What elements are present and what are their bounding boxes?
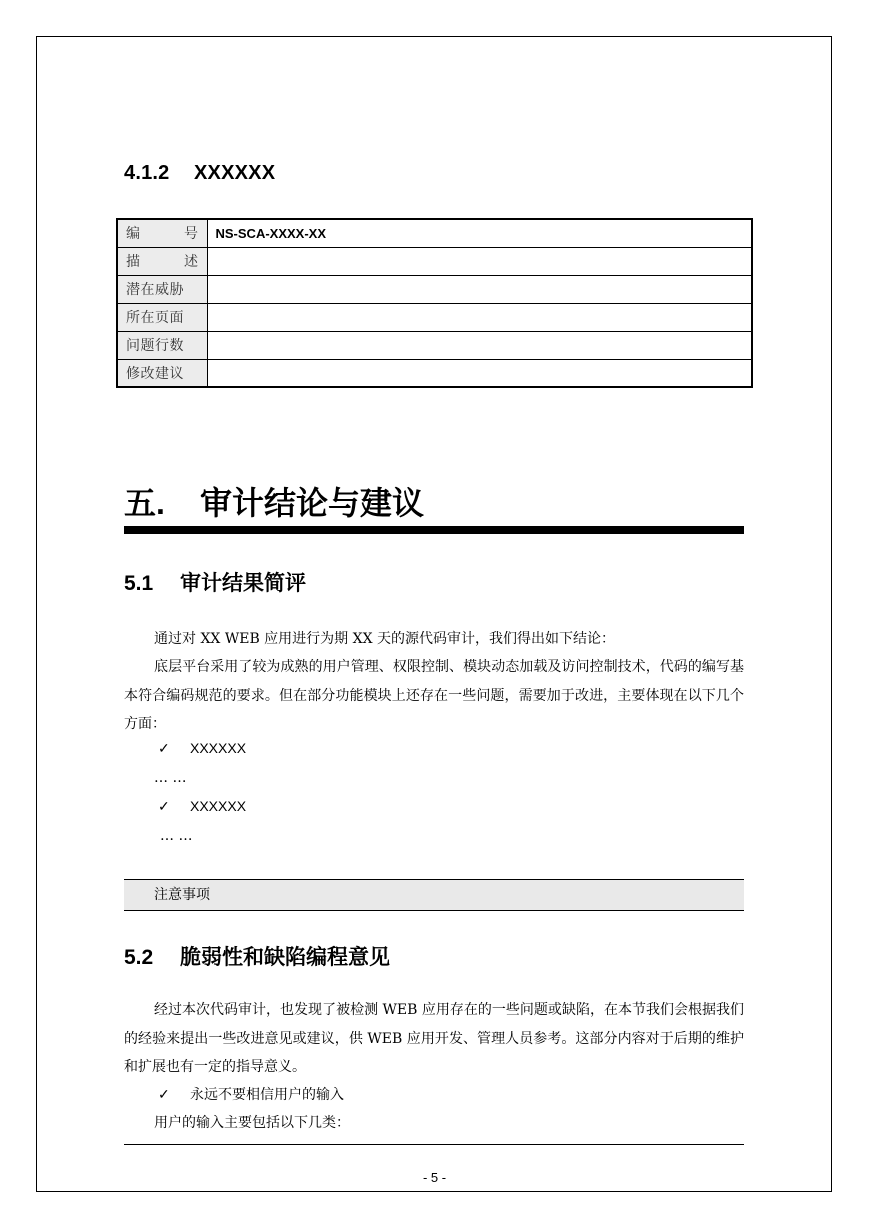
section-heading-5-2 <box>124 941 390 971</box>
ellipsis: … … <box>154 770 187 786</box>
section-number: 5.1 <box>124 572 154 595</box>
paragraph-intro: 通过对 XX WEB 应用进行为期 XX 天的源代码审计，我们得出如下结论： <box>154 631 616 647</box>
chapter-title: 审计结论与建议 <box>200 484 425 522</box>
table-row <box>117 303 752 331</box>
paragraph-input-types: 用户的输入主要包括以下几类： <box>154 1115 350 1131</box>
check-icon: ✓ <box>158 741 170 757</box>
table-value-threat <box>207 275 752 303</box>
table-label-description: 描 述 <box>117 247 207 275</box>
note-label: 注意事项 <box>154 887 210 903</box>
section-heading-4-1-2 <box>124 162 275 185</box>
table-value-page <box>207 303 752 331</box>
section-title: 脆弱性和缺陷编程意见 <box>180 944 390 969</box>
bullet-item: ✓ XXXXXX <box>158 798 247 815</box>
section-number: 5.2 <box>124 946 154 969</box>
chapter-rule <box>124 526 744 534</box>
ellipsis: … … <box>160 828 193 844</box>
bullet-item: ✓ XXXXXX <box>158 740 247 757</box>
vulnerability-info-table <box>116 218 753 388</box>
table-label-suggestion: 修改建议 <box>117 359 207 387</box>
chapter-heading-5 <box>124 478 424 524</box>
table-label-id: 编 号 <box>117 219 207 247</box>
table-row <box>117 359 752 387</box>
table-row <box>117 219 752 247</box>
section-title: 审计结果简评 <box>180 570 306 595</box>
page-number: - 5 - <box>422 1170 447 1185</box>
table-value-suggestion <box>207 359 752 387</box>
table-row <box>117 331 752 359</box>
check-icon: ✓ <box>158 799 170 815</box>
check-icon: ✓ <box>158 1087 170 1103</box>
note-box <box>124 879 744 911</box>
paragraph-findings: 经过本次代码审计，也发现了被检测 WEB 应用存在的一些问题或缺陷，在本节我们会根据我们的经验来提出一些改进意见或建议，供 WEB 应用开发、管理人员参考。这部分内容对于后期的维护和扩展也有一定的指导意义。 <box>124 1002 744 1075</box>
table-row <box>117 247 752 275</box>
table-label-threat: 潜在威胁 <box>117 275 207 303</box>
table-label-page: 所在页面 <box>117 303 207 331</box>
bullet-item: ✓ 永远不要相信用户的输入 <box>158 1087 344 1103</box>
chapter-number: 五. <box>124 485 165 521</box>
section-heading-5-1 <box>124 567 306 597</box>
section-title: XXXXXX <box>194 162 276 184</box>
section-number: 4.1.2 <box>124 162 170 184</box>
paragraph-platform: 底层平台采用了较为成熟的用户管理、权限控制、模块动态加载及访问控制技术，代码的编写基本符合编码规范的要求。但在部分功能模块上还存在一些问题，需要加于改进，主要体现在以下几个方面： <box>124 659 744 732</box>
table-label-line-count: 问题行数 <box>117 331 207 359</box>
footer-rule <box>124 1144 744 1145</box>
table-row <box>117 275 752 303</box>
table-value-line-count <box>207 331 752 359</box>
table-value-description <box>207 247 752 275</box>
table-value-id: NS-SCA-XXXX-XX <box>207 219 752 247</box>
